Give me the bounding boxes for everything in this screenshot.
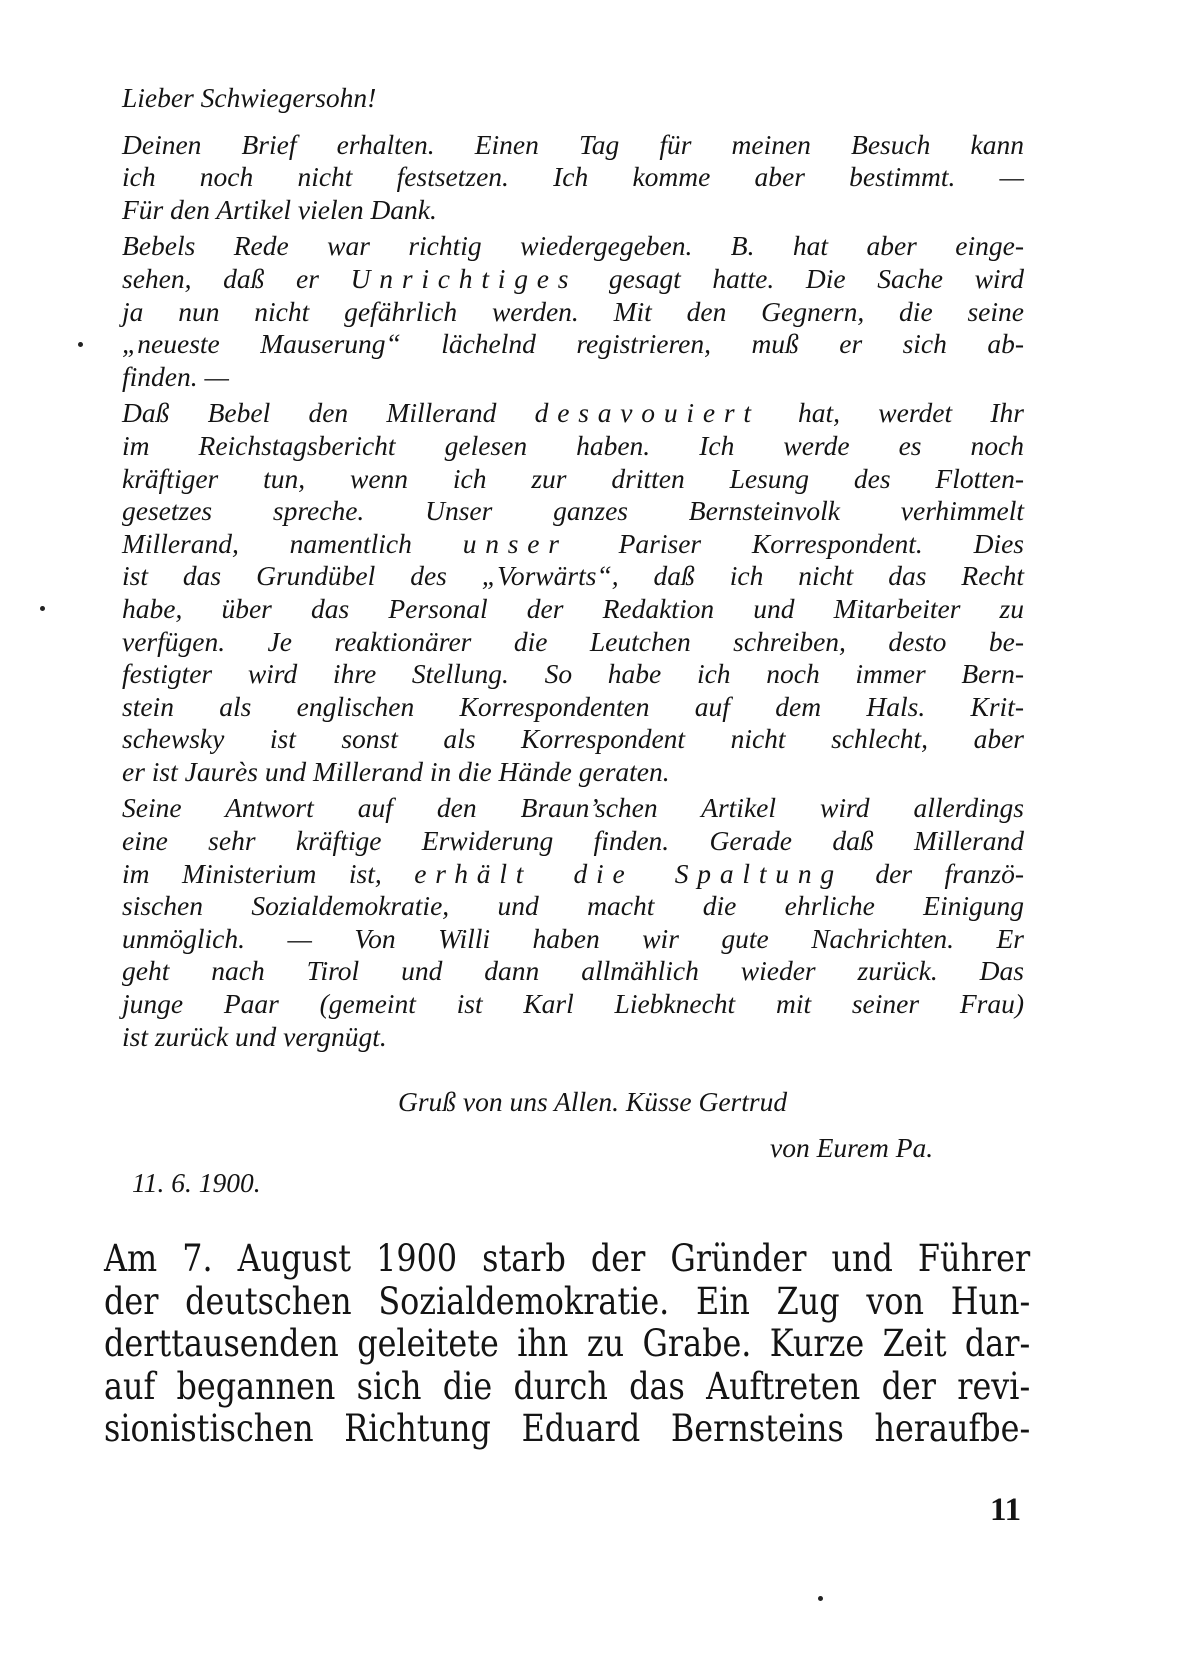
text-line: derttausenden geleitete ihn zu Grabe. Kurze Zeit dar- — [104, 1322, 1031, 1366]
text-line: ist das Grundübel des „Vorwärts“, daß ich nicht das Recht — [122, 560, 1024, 592]
text-line: habe, über das Personal der Redaktion und Mitarbeiter zu — [122, 592, 1024, 624]
text-line: finden. — — [122, 360, 229, 392]
text-line: Am 7. August 1900 starb der Gründer und Führer — [104, 1237, 1031, 1280]
scan-speck — [78, 342, 83, 347]
text-line: auf begannen sich die durch das Auftreten der revi- — [104, 1364, 1031, 1408]
text-line: geht nach Tirol und dann allmählich wieder zurück. Das — [122, 955, 1024, 987]
page-number: 11 — [990, 1492, 1022, 1528]
text-line: Für den Artikel vielen Dank. — [122, 193, 437, 225]
text-line: er ist Jaurès und Millerand in die Hände geraten. — [122, 755, 670, 787]
text-line: unmöglich. — Von Willi haben wir gute Nachrichten. Er — [122, 922, 1024, 954]
text-line: sehen, daß er Unrichtiges gesagt hatte. Die Sache wird — [122, 262, 1024, 294]
letter-paragraph-1 — [122, 129, 1024, 227]
text-line: ja nun nicht gefährlich werden. Mit den Gegnern, die seine — [122, 295, 1024, 327]
scan-speck — [818, 1596, 823, 1601]
text-line: verfügen. Je reaktionärer die Leutchen schreiben, desto be- — [122, 625, 1024, 657]
text-line: Daß Bebel den Millerand desavouiert hat, werdet Ihr — [122, 397, 1024, 429]
text-line: Millerand, namentlich unser Pariser Korrespondent. Dies — [122, 527, 1025, 559]
text-line: Bebels Rede war richtig wiedergegeben. B. hat aber einge- — [122, 230, 1024, 262]
text-line: „neueste Mauserung“ lächelnd registrieren, muß er sich ab- — [122, 328, 1024, 360]
narrative-text — [104, 1237, 1031, 1451]
text-line: Deinen Brief erhalten. Einen Tag für meinen Besuch kann — [122, 128, 1024, 160]
text-line: im Ministerium ist, erhält die Spaltung der franzö- — [122, 857, 1024, 889]
letter-paragraph-2 — [122, 230, 1024, 393]
text-line: der deutschen Sozialdemokratie. Ein Zug von Hun- — [104, 1279, 1031, 1323]
text-line: sionistischen Richtung Eduard Bernsteins heraufbe- — [104, 1407, 1031, 1451]
letter — [122, 82, 1024, 1057]
salutation: Lieber Schwiegersohn! — [122, 82, 377, 113]
text-line: eine sehr kräftige Erwiderung finden. Gerade daß Millerand — [122, 825, 1024, 857]
text-line: Seine Antwort auf den Braun’schen Artikel wird allerdings — [122, 792, 1024, 824]
scan-speck — [40, 606, 45, 611]
text-line: stein als englischen Korrespondenten auf dem Hals. Krit- — [122, 690, 1024, 722]
text-line: ist zurück und vergnügt. — [122, 1020, 387, 1052]
text-line: kräftiger tun, wenn ich zur dritten Lesung des Flotten- — [122, 462, 1024, 494]
text-line: schewsky ist sonst als Korrespondent nicht schlecht, aber — [122, 723, 1024, 755]
letter-date: 11. 6. 1900. — [132, 1167, 261, 1198]
letter-paragraph-4 — [122, 792, 1024, 1053]
text-line: festigter wird ihre Stellung. So habe ich noch immer Bern- — [122, 658, 1024, 690]
text-line: sischen Sozialdemokratie, und macht die ehrliche Einigung — [122, 890, 1024, 922]
letter-signature: von Eurem Pa. — [770, 1132, 934, 1163]
text-line: junge Paar (gemeint ist Karl Liebknecht mit seiner Frau) — [122, 988, 1024, 1020]
text-line: im Reichstagsbericht gelesen haben. Ich werde es noch — [122, 429, 1024, 461]
letter-closing: Gruß von uns Allen. Küsse Gertrud — [398, 1086, 788, 1117]
text-line: gesetzes spreche. Unser ganzes Bernsteinvolk verhimmelt — [122, 495, 1024, 527]
letter-paragraph-3 — [122, 397, 1024, 788]
text-line: ich noch nicht festsetzen. Ich komme aber bestimmt. — — [122, 161, 1024, 193]
